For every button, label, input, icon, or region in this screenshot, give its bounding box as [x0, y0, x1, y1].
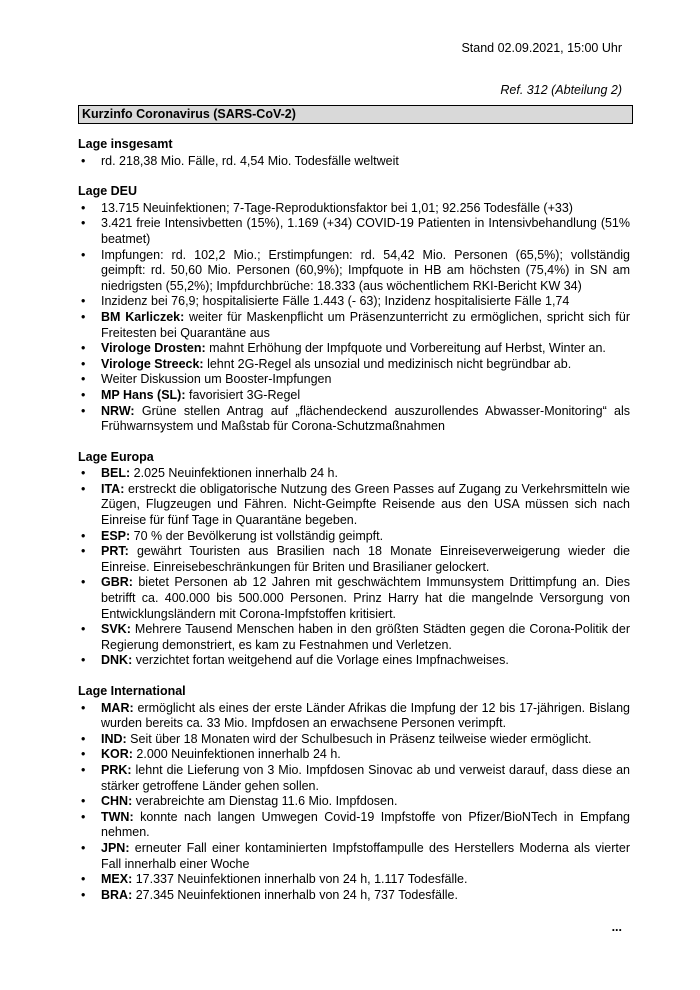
section-heading: Lage International [78, 684, 186, 698]
list-item [78, 482, 630, 529]
list-item [78, 841, 630, 872]
item-text: Impfungen: rd. 102,2 Mio.; Erstimpfungen: rd. 54,42 Mio. Personen (65,5%); vollständig geimpft: rd. 50,60 Mio. Personen (60,9%); Impfquote in HB am höchsten (75,4%) in SN am niedrigsten (55,2%); Impfdurchbrüche: 18.333 (aus wöchentlichem RKI-Bericht KW 34) [101, 247, 630, 293]
item-label: MP Hans (SL): [101, 387, 186, 402]
list-item [78, 575, 630, 622]
item-text: gewährt Touristen aus Brasilien nach 18 Monate Einreiseverweigerung wieder die Einreise. Einreisebeschränkungen für Briten und Brasilianer gelockert. [101, 544, 630, 574]
item-label: MAR: [101, 700, 134, 715]
item-text: weiter für Maskenpflicht um Präsenzunterricht zu ermöglichen, spricht sich für Freitesten bei Quarantäne aus [101, 309, 630, 340]
item-label: Virologe Drosten: [101, 341, 206, 356]
list-item [78, 544, 630, 575]
item-label: PRT: [101, 544, 129, 559]
item-label: GBR: [101, 575, 133, 590]
list-item [78, 216, 630, 247]
item-text: Seit über 18 Monaten wird der Schulbesuch in Präsenz teilweise wieder ermöglicht. [126, 731, 592, 746]
item-text: Grüne stellen Antrag auf „flächendeckend auszurollendes Abwasser-Monitoring“ als Frühwarnsystem und Maßstab für Corona-Schutzmaßnahmen [101, 403, 630, 434]
section [78, 684, 630, 903]
item-label: PRK: [101, 762, 132, 777]
item-text: verabreichte am Dienstag 11.6 Mio. Impfdosen. [132, 794, 398, 809]
section [78, 184, 630, 435]
item-label: KOR: [101, 747, 133, 762]
item-text: 2.025 Neuinfektionen innerhalb 24 h. [130, 466, 338, 481]
list-item [78, 466, 630, 482]
item-text: ermöglicht als eines der erste Länder Afrikas die Impfung der 12 bis 17-jährigen. Bislang wurden bereits ca. 33 Mio. Impfdosen an erwachsene Personen verimpft. [101, 700, 630, 731]
section-heading: Lage insgesamt [78, 137, 173, 151]
list-item [78, 154, 630, 170]
list-item [78, 248, 630, 295]
list-item [78, 201, 630, 217]
item-text: Weiter Diskussion um Booster-Impfungen [101, 372, 332, 387]
item-text: 2.000 Neuinfektionen innerhalb 24 h. [132, 747, 341, 762]
item-text: mahnt Erhöhung der Impfquote und Vorbereitung auf Herbst, Winter an. [205, 341, 606, 356]
list-item [78, 810, 630, 841]
list-item [78, 372, 630, 388]
section-heading: Lage DEU [78, 184, 138, 199]
item-label: ESP: [101, 528, 131, 543]
item-text: bietet Personen ab 12 Jahren mit geschwächtem Immunsystem Drittimpfung an. Dies betrifft ca. 400.000 bis 500.000 Personen. Prinz Harry hat die mangelnde Versorgung von Entwicklungsländern mit Corona-Impfstoffen kritisiert. [101, 575, 630, 621]
list-item [78, 888, 630, 904]
item-text: 27.345 Neuinfektionen innerhalb von 24 h, 737 Todesfälle. [132, 887, 458, 902]
bullet-list [78, 701, 630, 904]
item-text: konnte nach langen Umwegen Covid-19 Impfstoffe von Pfizer/BioNTech in Empfang nehmen. [101, 809, 630, 840]
list-item [78, 529, 630, 545]
item-text: lehnt 2G-Regel als unsozial und medizinisch nicht begründbar ab. [203, 356, 572, 371]
item-label: NRW: [101, 403, 135, 418]
bullet-list [78, 466, 630, 669]
item-label: ITA: [101, 481, 125, 496]
item-text: lehnt die Lieferung von 3 Mio. Impfdosen Sinovac ab und verweist darauf, dass diese an stärker getroffene Länder gehen sollen. [101, 762, 630, 793]
item-label: SVK: [101, 622, 131, 637]
item-text: erstreckt die obligatorische Nutzung des Green Passes auf Zugang zu Verkehrsmitteln wie Zügen, Flugzeugen und Fähren. Nicht-Geimpfte Reisende aus den USA müssen sich nach Einreise für fünf Tage in Quarantäne begeben. [101, 481, 630, 528]
item-label: TWN: [101, 809, 134, 824]
list-item [78, 310, 630, 341]
list-item [78, 763, 630, 794]
document-reference: Ref. 312 (Abteilung 2) [500, 83, 622, 97]
item-label: DNK: [101, 653, 133, 668]
list-item [78, 622, 630, 653]
list-item [78, 794, 630, 810]
item-label: BM Karliczek: [101, 309, 185, 324]
item-text: favorisiert 3G-Regel [185, 387, 301, 402]
list-item [78, 701, 630, 732]
list-item [78, 341, 630, 357]
item-text: Mehrere Tausend Menschen haben in den größten Städten gegen die Corona-Politik der Regierung demonstriert, es kam zu Festnahmen und Verletzen. [101, 622, 630, 652]
bullet-list [78, 201, 630, 435]
item-text: Inzidenz bei 76,9; hospitalisierte Fälle 1.443 (- 63); Inzidenz hospitalisierte Fälle 1,74 [101, 294, 570, 309]
item-label: MEX: [101, 872, 133, 887]
document-title: Kurzinfo Coronavirus (SARS-CoV-2) [78, 105, 633, 124]
list-item [78, 732, 630, 748]
document-body [78, 137, 630, 903]
item-text: 70 % der Bevölkerung ist vollständig geimpft. [130, 528, 384, 543]
list-item [78, 404, 630, 435]
list-item [78, 357, 630, 373]
item-text: 17.337 Neuinfektionen innerhalb von 24 h, 1.117 Todesfälle. [132, 872, 468, 887]
list-item [78, 747, 630, 763]
list-item [78, 388, 630, 404]
section [78, 137, 630, 169]
list-item [78, 294, 630, 310]
item-text: verzichtet fortan weitgehend auf die Vorlage eines Impfnachweises. [132, 653, 509, 668]
section-heading: Lage Europa [78, 449, 154, 464]
item-label: BEL: [101, 466, 131, 481]
section [78, 450, 630, 669]
document-date: Stand 02.09.2021, 15:00 Uhr [461, 41, 622, 55]
item-label: Virologe Streeck: [101, 356, 204, 371]
item-label: CHN: [101, 794, 133, 809]
list-item [78, 872, 630, 888]
item-label: IND: [101, 731, 127, 746]
item-text: rd. 218,38 Mio. Fälle, rd. 4,54 Mio. Todesfälle weltweit [101, 153, 399, 168]
list-item [78, 653, 630, 669]
item-label: BRA: [101, 887, 133, 902]
continuation-marker: ... [611, 920, 622, 934]
item-text: erneuter Fall einer kontaminierten Impfstoffampulle des Herstellers Moderna als vierter Fall innerhalb einer Woche [101, 840, 630, 871]
item-label: JPN: [101, 840, 130, 855]
item-text: 13.715 Neuinfektionen; 7-Tage-Reproduktionsfaktor bei 1,01; 92.256 Todesfälle (+33) [101, 200, 573, 215]
item-text: 3.421 freie Intensivbetten (15%), 1.169 (+34) COVID-19 Patienten in Intensivbehandlung (51% beatmet) [101, 216, 630, 246]
bullet-list [78, 154, 630, 170]
